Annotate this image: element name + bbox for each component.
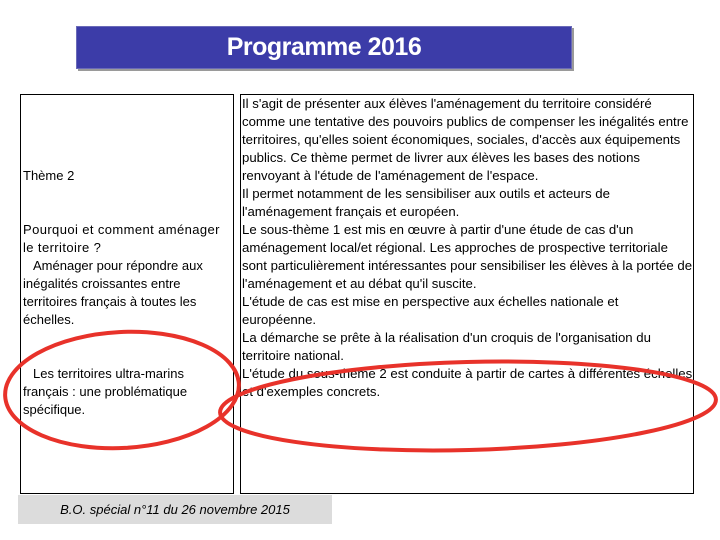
theme-question: Pourquoi et comment aménager le territoire ? bbox=[23, 222, 220, 255]
page-title: Programme 2016 bbox=[226, 33, 422, 61]
right-panel bbox=[240, 94, 694, 494]
theme-label: Thème 2 bbox=[23, 168, 75, 183]
footer-reference bbox=[18, 495, 332, 524]
description-paragraph: L'étude de cas est mise en perspective aux échelles nationale et européenne. bbox=[242, 294, 619, 327]
description-paragraph: Il s'agit de présenter aux élèves l'aménagement du territoire considéré comme une tentative des pouvoirs publics de compenser les inégalités entre territoires, qu'elles soient économiques, sociales, d'accès aux équipements publics. Ce thème permet de livrer aux élèves les bases des notions renvoyant à l'étude de l'aménagement de l'espace. bbox=[242, 96, 689, 183]
title-banner bbox=[76, 26, 572, 69]
subtheme-1: Aménager pour répondre aux inégalités croissantes entre territoires français à toutes les échelles. bbox=[23, 258, 203, 327]
description-paragraph: La démarche se prête à la réalisation d'un croquis de l'organisation du territoire national. bbox=[242, 330, 651, 363]
left-panel bbox=[20, 94, 234, 494]
description-paragraph: Il permet notamment de les sensibiliser aux outils et acteurs de l'aménagement français et européen. bbox=[242, 186, 610, 219]
description-paragraph: L'étude du sous-thème 2 est conduite à partir de cartes à différentes échelles et d'exemples concrets. bbox=[242, 366, 693, 399]
subtheme-2: Les territoires ultra-marins français : une problématique spécifique. bbox=[23, 366, 188, 417]
description-text bbox=[242, 95, 693, 401]
footer-text: B.O. spécial n°11 du 26 novembre 2015 bbox=[60, 502, 290, 517]
description-paragraph: Le sous-thème 1 est mis en œuvre à partir d'une étude de cas d'un aménagement local/et régional. Les approches de prospective territoriale sont particulièrement intéressantes pour sensibiliser les élèves à la portée de l'aménagement et au débat qu'il suscite. bbox=[242, 222, 693, 291]
